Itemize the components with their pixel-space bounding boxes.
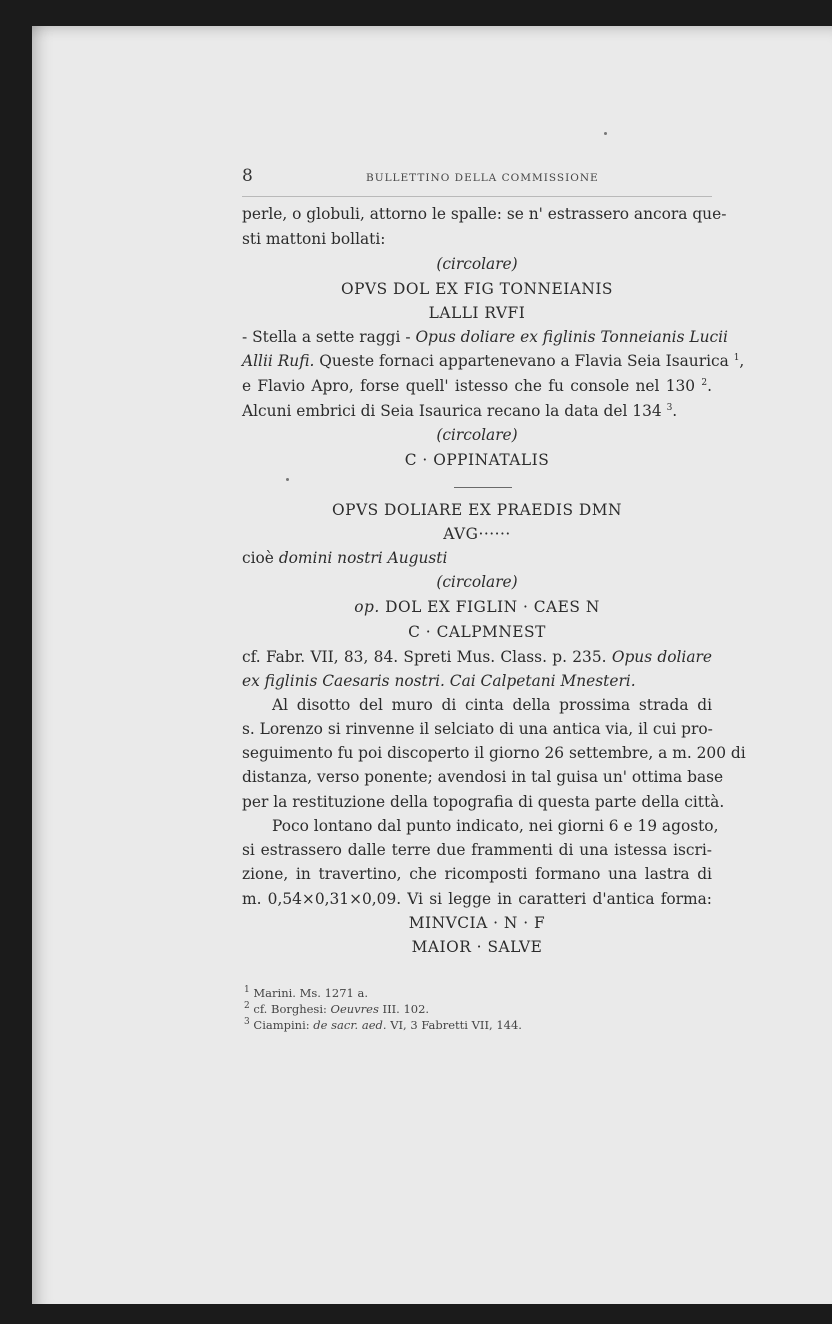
inscription-line: LALLI RVFI: [428, 304, 526, 322]
inscription-line: OPVS DOL EX FIG TONNEIANIS: [341, 280, 613, 298]
text-line: m. 0,54×0,31×0,09. Vi si legge in caratteri d'antica forma:: [242, 890, 712, 908]
inscription-note: (circolare): [436, 426, 518, 444]
text-line: Al disotto del muro di cinta della prossima strada di: [272, 696, 712, 714]
footnote-ref: 2: [701, 377, 708, 388]
inscription-line: MINVCIA · N · F: [408, 914, 546, 932]
text-line: perle, o globuli, attorno le spalle: se n' estrassero ancora que-: [242, 205, 727, 223]
running-head: BULLETTINO DELLA COMMISSIONE: [366, 172, 599, 184]
inscription-line: C · OPPINATALIS: [404, 451, 550, 469]
header-rule: [242, 196, 712, 197]
inscription-note: (circolare): [436, 255, 518, 273]
speck: [604, 132, 607, 135]
inscription-line: C · CALPMNEST: [408, 623, 546, 641]
text-line: Alcuni embrici di Seia Isaurica recano la data del 134 $^3$.: [242, 402, 678, 420]
speck: [286, 478, 289, 481]
inscription-line: OPVS DOLIARE EX PRAEDIS DMN: [332, 501, 622, 519]
inscription-line: AVG······: [443, 525, 511, 543]
footnote-ref: 3: [666, 402, 673, 413]
text-line: per la restituzione della topografia di questa parte della città.: [242, 793, 725, 811]
text-line: sti mattoni bollati:: [242, 230, 386, 248]
inscription-line: op. DOL EX FIGLIN · CAES N: [354, 598, 600, 616]
inscription-line: MAIOR · SALVE: [411, 938, 543, 956]
text-line: Poco lontano dal punto indicato, nei giorni 6 e 19 agosto,: [272, 817, 719, 835]
text-line: distanza, verso ponente; avendosi in tal guisa un' ottima base: [242, 768, 724, 786]
footnote-1: $^1$ Marini. Ms. 1271 a.: [244, 985, 369, 1000]
text-line: si estrassero dalle terre due frammenti di una istessa iscri-: [242, 841, 712, 859]
text-line: ex figlinis Caesaris nostri. Cai Calpetani Mnesteri.: [242, 672, 636, 690]
footnote-ref: 1: [733, 352, 740, 363]
text-line: e Flavio Apro, forse quell' istesso che fu console nel 130 $^2$.: [242, 377, 712, 395]
text-line: Allii Rufi. Queste fornaci appartenevano a Flavia Seia Isaurica $^1$,: [242, 352, 745, 370]
footnote-3: $^3$ Ciampini: de sacr. aed. VI, 3 Fabretti VII, 144.: [244, 1017, 522, 1032]
text-line: zione, in travertino, che ricomposti formano una lastra di: [242, 865, 712, 883]
text-line: - Stella a sette raggi - Opus doliare ex figlinis Tonneianis Lucii: [242, 328, 728, 346]
text-line: s. Lorenzo si rinvenne il selciato di una antica via, il cui pro-: [242, 720, 713, 738]
footnote-2: $^2$ cf. Borghesi: Oeuvres III. 102.: [244, 1001, 430, 1016]
separator-rule: [454, 487, 512, 488]
inscription-note: (circolare): [436, 573, 518, 591]
text-line: cioè domini nostri Augusti: [242, 549, 448, 567]
page-number: 8: [242, 166, 253, 186]
text-line: cf. Fabr. VII, 83, 84. Spreti Mus. Class. p. 235. Opus doliare: [242, 648, 712, 666]
text-line: seguimento fu poi discoperto il giorno 26 settembre, a m. 200 di: [242, 744, 746, 762]
